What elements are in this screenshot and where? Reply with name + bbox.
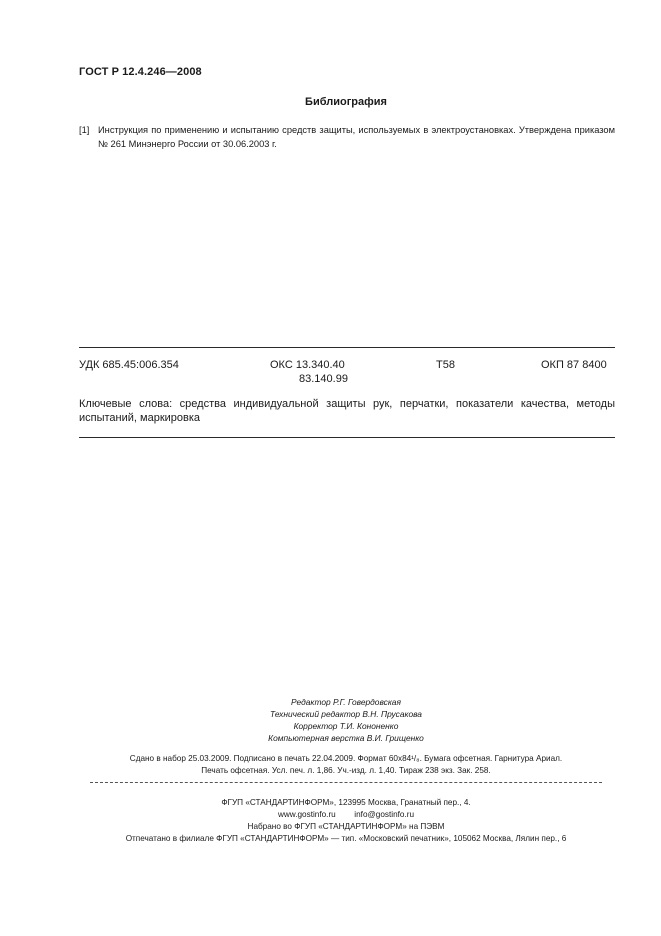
udk-code: УДК 685.45:006.354	[79, 359, 179, 371]
oks-code-2: 83.140.99	[299, 373, 348, 385]
bibliography-entry-text: Инструкция по применению и испытанию средств защиты, используемых в электроустановках. Утверждена приказом № 261 Минэнерго России от 30.06.2003 г.	[98, 125, 615, 149]
bottom-divider	[79, 437, 615, 438]
oks-code-1: ОКС 13.340.40	[270, 359, 345, 371]
publisher-website[interactable]: www.gostinfo.ru	[277, 810, 336, 819]
tech-editor-credit: Технический редактор В.Н. Прусакова	[270, 709, 422, 719]
publisher-address: ФГУП «СТАНДАРТИНФОРМ», 123995 Москва, Гранатный пер., 4.	[221, 798, 471, 807]
dashed-divider	[90, 782, 602, 783]
bibliography-title: Библиография	[305, 96, 387, 108]
okp-code: ОКП 87 8400	[541, 359, 607, 371]
document-code: ГОСТ Р 12.4.246—2008	[79, 66, 202, 78]
imprint-line-1: Сдано в набор 25.03.2009. Подписано в печать 22.04.2009. Формат 60x84¹/₈. Бумага офсетная. Гарнитура Ариал.	[129, 754, 563, 763]
layout-credit: Компьютерная верстка В.И. Грищенко	[268, 733, 424, 743]
publisher-email[interactable]: info@gostinfo.ru	[354, 810, 415, 819]
imprint-line-2: Печать офсетная. Усл. печ. л. 1,86. Уч.-изд. л. 1,40. Тираж 238 экз. Зак. 258.	[201, 766, 491, 775]
bibliography-entry-number: [1]	[79, 125, 90, 135]
group-code: Т58	[436, 359, 455, 371]
top-divider	[79, 347, 615, 348]
typeset-note: Набрано во ФГУП «СТАНДАРТИНФОРМ» на ПЭВМ	[247, 822, 445, 831]
editor-credit: Редактор Р.Г. Говердовская	[291, 697, 401, 707]
proofreader-credit: Корректор Т.И. Кононенко	[293, 721, 399, 731]
bibliography-entry	[79, 124, 615, 151]
keywords: Ключевые слова: средства индивидуальной защиты рук, перчатки, показатели качества, методы испытаний, маркировка	[79, 398, 615, 424]
printing-note: Отпечатано в филиале ФГУП «СТАНДАРТИНФОРМ» — тип. «Московский печатник», 105062 Москва, Лялин пер., 6	[125, 834, 567, 843]
